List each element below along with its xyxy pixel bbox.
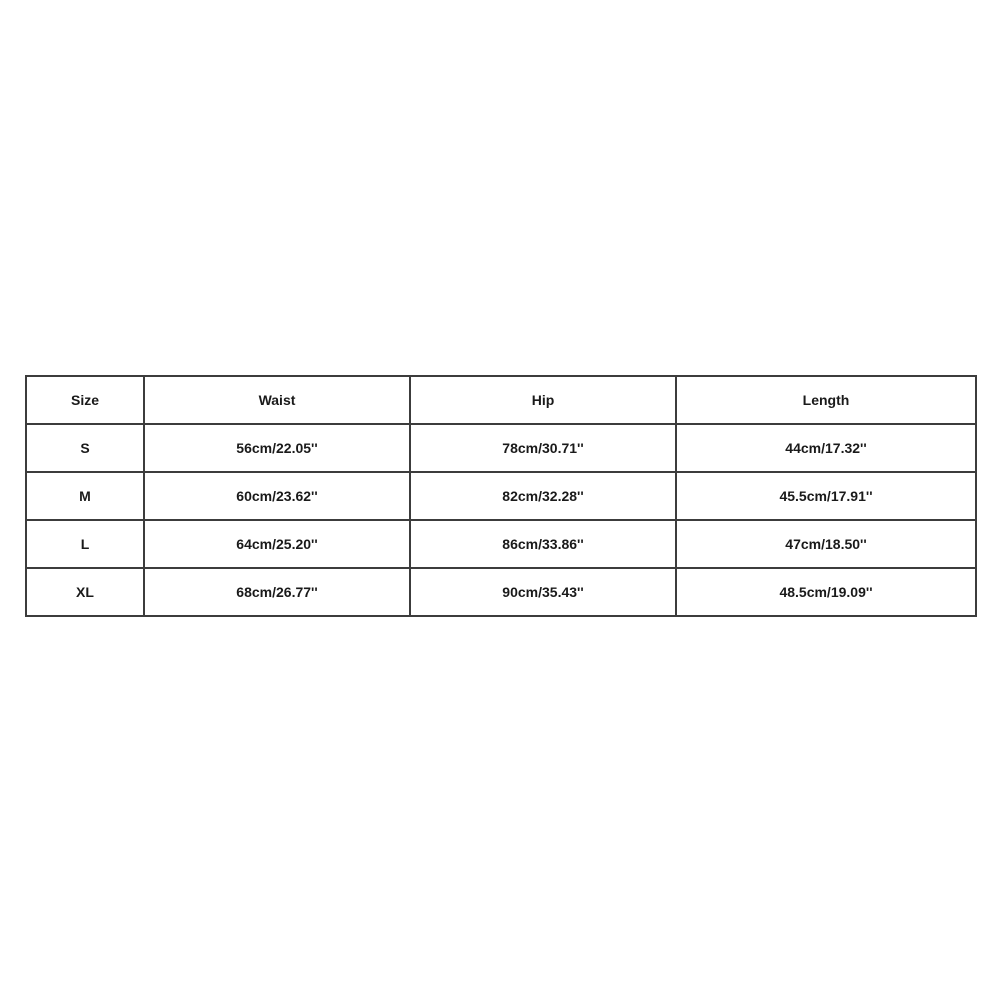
cell-length: 48.5cm/19.09'' xyxy=(676,568,976,616)
table-row xyxy=(26,424,976,472)
header-size: Size xyxy=(26,376,144,424)
cell-length: 44cm/17.32'' xyxy=(676,424,976,472)
header-waist: Waist xyxy=(144,376,410,424)
cell-hip: 90cm/35.43'' xyxy=(410,568,676,616)
cell-waist: 56cm/22.05'' xyxy=(144,424,410,472)
cell-hip: 78cm/30.71'' xyxy=(410,424,676,472)
header-row xyxy=(26,376,976,424)
table-row xyxy=(26,520,976,568)
size-chart-table xyxy=(25,375,977,617)
cell-length: 47cm/18.50'' xyxy=(676,520,976,568)
cell-hip: 86cm/33.86'' xyxy=(410,520,676,568)
header-length: Length xyxy=(676,376,976,424)
table-row xyxy=(26,472,976,520)
table-row xyxy=(26,568,976,616)
cell-size: S xyxy=(26,424,144,472)
cell-size: L xyxy=(26,520,144,568)
cell-waist: 64cm/25.20'' xyxy=(144,520,410,568)
cell-hip: 82cm/32.28'' xyxy=(410,472,676,520)
cell-length: 45.5cm/17.91'' xyxy=(676,472,976,520)
cell-waist: 60cm/23.62'' xyxy=(144,472,410,520)
header-hip: Hip xyxy=(410,376,676,424)
cell-waist: 68cm/26.77'' xyxy=(144,568,410,616)
cell-size: XL xyxy=(26,568,144,616)
cell-size: M xyxy=(26,472,144,520)
